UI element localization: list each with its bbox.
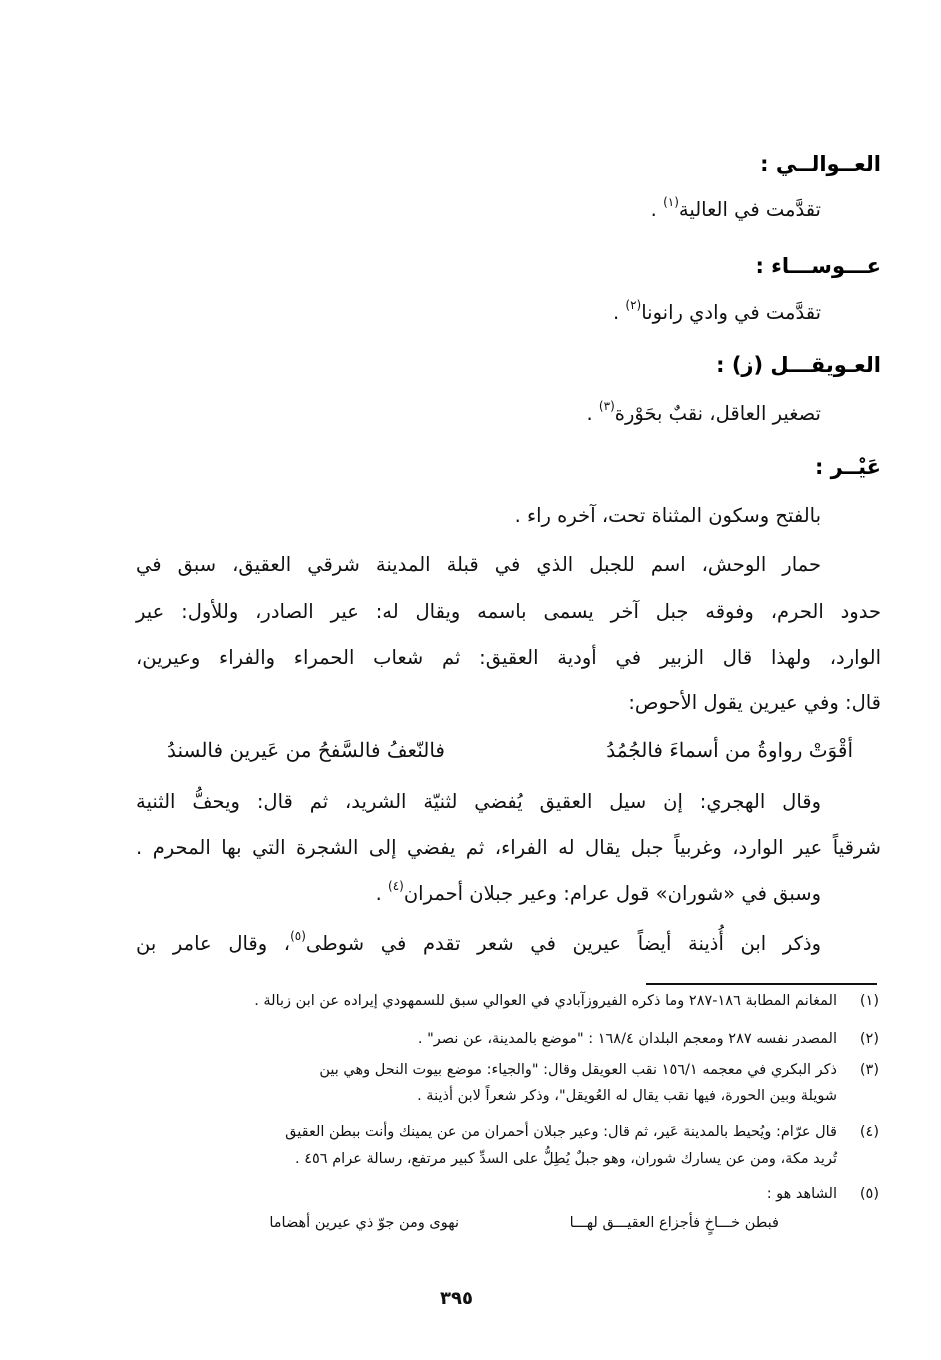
footnote-text: قال عرّام: ويُحيط بالمدينة عَير، ثم قال: وعير جبلان أحمران من عن يمينك وأنت ببطن العقيق (285, 1124, 837, 1140)
footnote-separator (646, 983, 877, 985)
footnote-2 (136, 1031, 879, 1053)
verse-first-hemistich: أقْوَتْ رواوةُ من أسماءَ فالجُمُدُ (606, 738, 853, 762)
footnote-text: المصدر نفسه ٢٨٧ ومعجم البلدان ١٦٨/٤ : "موضع بالمدينة، عن نصر" . (417, 1031, 837, 1047)
entry-title-awsaa: عـــوســـاء : (755, 254, 881, 278)
footnote-1 (136, 993, 879, 1015)
footnote-ref-4[interactable]: (٤) (388, 879, 404, 893)
footnote-ref-3[interactable]: (٣) (598, 399, 615, 413)
footnote-number: (٣) (859, 1062, 879, 1078)
footnote-text: ذكر البكري في معجمه ١٥٦/١ نقب العويقل وقال: "والجياء: موضع بيوت النحل وهي بين (319, 1062, 837, 1078)
entry-ayr-hajari-line-2: شرقياً عير الوارد، وغربياً جبل يقال له الفراء، ثم يفضي إلى الشجرة التي بها المحرم . (136, 836, 881, 859)
entry-ayr-shuran-line: وسبق في «شوران» قول عرام: وعير جبلان أحمران$^{(٤)}$ . (375, 879, 821, 905)
footnote-text: المغانم المطابة ١٨٦-٢٨٧ وما ذكره الفيروزآبادي في العوالي سبق للسمهودي إيراده عن ابن زبالة . (254, 993, 837, 1009)
entry-title-ayr: عَيْــر : (814, 455, 881, 479)
entry-body-uwayqil: تصغير العاقل، نقبٌ بحَوْرة$^{(٣)}$ . (586, 399, 821, 425)
footnote-5 (136, 1186, 879, 1208)
footnote-5-verse-second: نهوى ومن جوّ ذي عيرين أهضاما (269, 1215, 459, 1231)
entry-title-uwayqil: العـويقـــل (ز) : (716, 353, 881, 377)
page-number: ٣٩٥ (440, 1288, 473, 1309)
entry-ayr-line-5: قال: وفي عيرين يقول الأحوص: (628, 691, 881, 714)
footnote-ref-2[interactable]: (٢) (625, 298, 642, 312)
footnote-ref-1[interactable]: (١) (663, 195, 679, 209)
footnote-ref-5[interactable]: (٥) (290, 929, 306, 943)
entry-ayr-last-line: وذكر ابن أُذينة أيضاً عيرين في شعر تقدم في شوطى$^{(٥)}$، وقال عامر بن (136, 929, 821, 955)
entry-title-awali: العــوالــي : (760, 152, 881, 176)
footnote-number: (٤) (859, 1124, 879, 1140)
entry-body-awali: تقدَّمت في العالية$^{(١)}$ . (650, 195, 821, 221)
footnote-3 (136, 1062, 879, 1112)
footnote-text: شويلة وبين الحورة، فيها نقب يقال له العُويقل"، وذكر شعراً لابن أذينة . (417, 1088, 837, 1104)
footnote-number: (٥) (859, 1186, 879, 1202)
footnote-text: تُريد مكة، ومن عن يسارك شوران، وهو جبلٌ يُطِلُّ على السدِّ كبير مرتفع، رسالة عرام ٤٥٦ . (295, 1151, 837, 1167)
entry-ayr-line-1: بالفتح وسكون المثناة تحت، آخره راء . (514, 504, 821, 527)
footnote-text: الشاهد هو : (766, 1186, 837, 1202)
footnote-number: (٢) (859, 1031, 879, 1047)
footnote-5-verse-first: فبطن خـــاخٍ فأجزاع العقيـــق لهـــا (569, 1215, 779, 1231)
entry-ayr-line-4: الوارد، ولهذا قال الزبير في أودية العقيق: ثم شعاب الحمراء والفراء وعيرين، (136, 646, 881, 669)
footnote-number: (١) (859, 993, 879, 1009)
footnote-4 (136, 1124, 879, 1174)
entry-ayr-line-2: حمار الوحش، اسم للجبل الذي في قبلة المدينة شرقي العقيق، سبق في (136, 553, 821, 576)
entry-body-awsaa: تقدَّمت في وادي رانونا$^{(٢)}$ . (612, 298, 821, 324)
entry-ayr-hajari-line-1: وقال الهجري: إن سيل العقيق يُفضي لثنيّة الشريد، ثم قال: ويحفُّ الثنية (136, 790, 821, 813)
entry-ayr-line-3: حدود الحرم، وفوقه جبل آخر يسمى باسمه ويقال له: عير الصادر، وللأول: عير (136, 600, 881, 623)
verse-second-hemistich: فالنّعفُ فالسَّفحُ من عَيرين فالسندُ (166, 738, 445, 762)
